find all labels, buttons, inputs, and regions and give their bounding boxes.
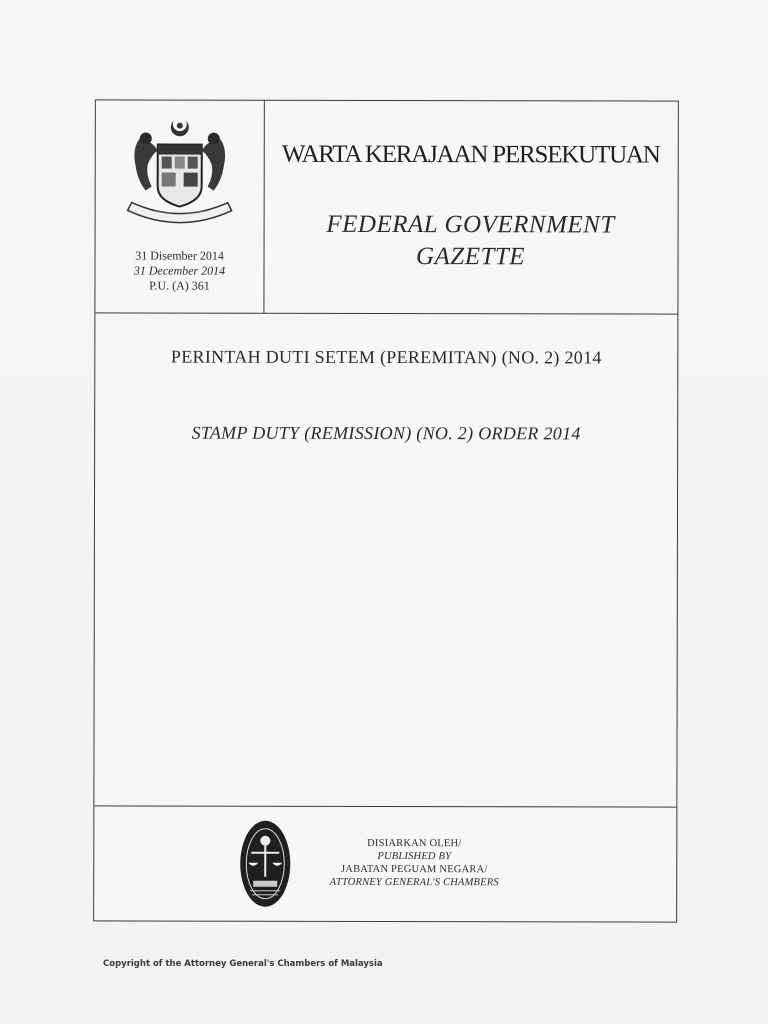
order-title-english: STAMP DUTY (REMISSION) (NO. 2) ORDER 2014 xyxy=(191,422,581,444)
gazette-title-malay: WARTA KERAJAAN PERSEKUTUAN xyxy=(281,140,660,169)
gazette-cover xyxy=(93,99,679,922)
publisher-line4: ATTORNEY GENERAL'S CHAMBERS xyxy=(329,876,499,889)
copyright-notice: Copyright of the Attorney General's Chambers of Malaysia xyxy=(103,959,383,969)
gazette-reference: P.U. (A) 361 xyxy=(149,278,210,293)
date-malay: 31 Disember 2014 xyxy=(135,248,224,263)
gazette-title-english-line1: FEDERAL GOVERNMENT xyxy=(326,210,615,239)
malaysia-coat-of-arms-icon xyxy=(122,114,238,230)
date-block xyxy=(95,248,263,293)
crest-cell xyxy=(95,100,264,312)
publisher-line2: PUBLISHED BY xyxy=(377,850,452,863)
gazette-title-english-line2: GAZETTE xyxy=(415,243,526,271)
order-title-malay: PERINTAH DUTI SETEM (PEREMITAN) (NO. 2) 2014 xyxy=(170,346,602,368)
publisher-line3: JABATAN PEGUAM NEGARA/ xyxy=(340,863,488,876)
gazette-header xyxy=(95,100,677,314)
date-english: 31 December 2014 xyxy=(133,263,226,278)
gazette-title-english xyxy=(263,209,677,274)
publisher-block xyxy=(304,837,524,889)
publisher-line1: DISIARKAN OLEH/ xyxy=(367,837,462,850)
publisher-footer xyxy=(94,805,676,921)
attorney-general-emblem-icon xyxy=(238,819,292,909)
title-cell xyxy=(263,101,677,314)
